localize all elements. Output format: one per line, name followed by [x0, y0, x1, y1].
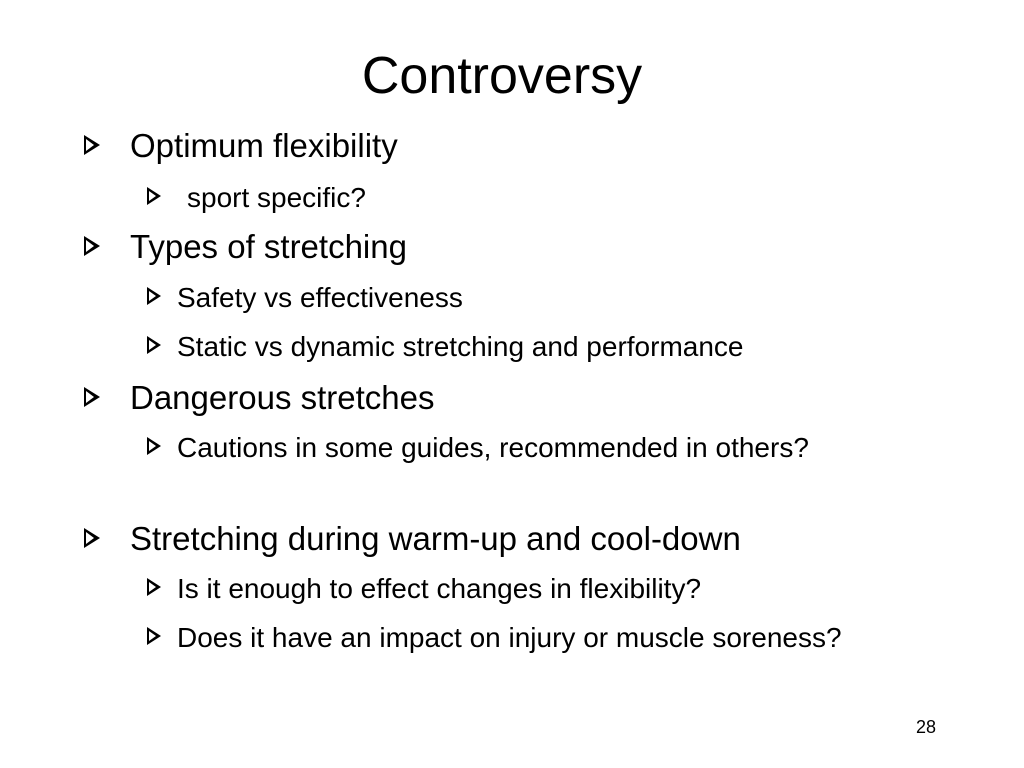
arrow-bullet-icon — [84, 236, 100, 256]
sub-bullet-text: Does it have an impact on injury or muscle soreness? — [177, 622, 842, 653]
sub-bullet-text: sport specific? — [187, 182, 366, 213]
bullet-text: Stretching during warm-up and cool-down — [130, 520, 741, 557]
sub-bullet-text: Is it enough to effect changes in flexibility? — [177, 573, 702, 604]
arrow-bullet-icon — [147, 287, 161, 305]
bullet-item — [84, 519, 741, 559]
arrow-bullet-icon — [84, 135, 100, 155]
bullet-text: Dangerous stretches — [130, 379, 435, 416]
bullet-text: Optimum flexibility — [130, 127, 398, 164]
bullet-item — [84, 227, 407, 267]
arrow-bullet-icon — [147, 437, 161, 455]
arrow-bullet-icon — [147, 627, 161, 645]
bullet-text: Types of stretching — [130, 228, 407, 265]
slide-title: Controversy — [361, 47, 643, 105]
bullet-item — [84, 378, 435, 418]
arrow-bullet-icon — [84, 528, 100, 548]
arrow-bullet-icon — [147, 336, 161, 354]
sub-bullet-text: Cautions in some guides, recommended in others? — [177, 432, 809, 463]
sub-bullet-item — [147, 620, 897, 656]
sub-bullet-item — [147, 180, 927, 216]
arrow-bullet-icon — [147, 187, 161, 205]
sub-bullet-item — [147, 329, 917, 365]
sub-bullet-item — [147, 280, 917, 316]
sub-bullet-text: Safety vs effectiveness — [177, 282, 463, 313]
bullet-item — [84, 126, 398, 166]
sub-bullet-item — [147, 430, 897, 466]
sub-bullet-item — [147, 571, 917, 607]
sub-bullet-text: Static vs dynamic stretching and performance — [177, 331, 744, 362]
arrow-bullet-icon — [147, 578, 161, 596]
arrow-bullet-icon — [84, 387, 100, 407]
page-number: 28 — [915, 717, 936, 737]
